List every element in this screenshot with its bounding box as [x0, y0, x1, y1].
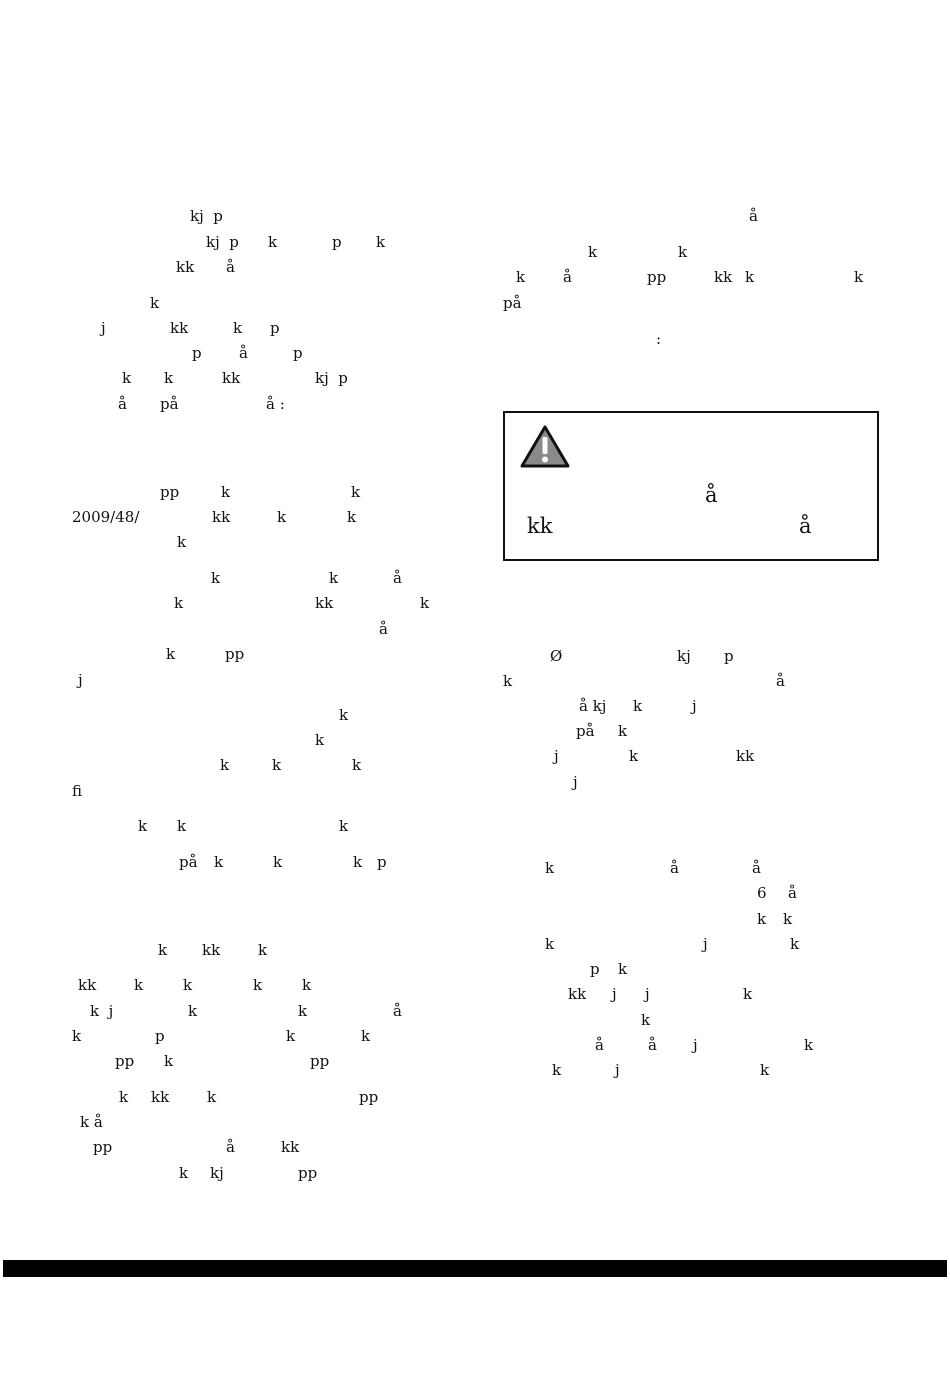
text-fragment: kk: [281, 1138, 300, 1156]
text-fragment: j: [692, 697, 697, 715]
text-fragment: k: [352, 756, 362, 774]
text-fragment: 2009/48/: [72, 508, 140, 526]
text-fragment: k: [376, 233, 386, 251]
text-fragment: kk: [212, 508, 231, 526]
text-fragment: k: [545, 859, 555, 877]
text-fragment: p: [724, 647, 734, 665]
text-fragment: pp: [160, 483, 180, 501]
text-fragment: å: [226, 1138, 235, 1156]
text-fragment: p: [192, 344, 202, 362]
text-fragment: k: [545, 935, 555, 953]
text-fragment: k: [233, 319, 243, 337]
text-fragment: kk: [170, 319, 189, 337]
text-fragment: k: [361, 1027, 371, 1045]
text-fragment: k: [633, 697, 643, 715]
text-fragment: å: [393, 569, 402, 587]
text-fragment: å: [239, 344, 248, 362]
text-fragment: kk: [78, 976, 97, 994]
text-fragment: k: [678, 243, 688, 261]
text-fragment: pp: [298, 1164, 318, 1182]
text-fragment: på: [179, 853, 198, 871]
text-fragment: k: [277, 508, 287, 526]
text-fragment: pp: [93, 1138, 113, 1156]
text-fragment: pp: [310, 1052, 330, 1070]
text-fragment: k: [207, 1088, 217, 1106]
text-fragment: k: [138, 817, 148, 835]
text-fragment: j: [573, 773, 578, 791]
text-fragment: kj p: [206, 233, 239, 251]
text-fragment: k: [552, 1061, 562, 1079]
text-fragment: j: [101, 319, 106, 337]
text-fragment: k: [420, 594, 430, 612]
text-fragment: j: [693, 1036, 698, 1054]
text-fragment: k: [150, 294, 160, 312]
text-fragment: p: [270, 319, 280, 337]
text-fragment: k: [347, 508, 357, 526]
text-fragment: k: [339, 817, 349, 835]
text-fragment: å: [788, 884, 797, 902]
text-fragment: k: [134, 976, 144, 994]
text-fragment: å: [752, 859, 761, 877]
text-fragment: k: [629, 747, 639, 765]
text-fragment: k: [177, 817, 187, 835]
text-fragment: k j: [90, 1002, 114, 1020]
text-fragment: kk: [736, 747, 755, 765]
text-fragment: k: [743, 985, 753, 1003]
text-fragment: k: [804, 1036, 814, 1054]
text-fragment: k: [757, 910, 767, 928]
text-fragment: k: [286, 1027, 296, 1045]
text-fragment: k: [164, 369, 174, 387]
text-fragment: på: [160, 395, 179, 413]
text-fragment: å: [379, 620, 388, 638]
text-fragment: k: [166, 645, 176, 663]
text-fragment: k: [119, 1088, 129, 1106]
text-fragment: k: [618, 722, 628, 740]
text-fragment: k: [179, 1164, 189, 1182]
text-fragment: k: [220, 756, 230, 774]
text-fragment: p: [590, 960, 600, 978]
text-fragment: k: [329, 569, 339, 587]
text-fragment: kk: [568, 985, 587, 1003]
text-fragment: pp: [359, 1088, 379, 1106]
text-fragment: kj p: [190, 207, 223, 225]
text-fragment: kk: [315, 594, 334, 612]
text-fragment: kj: [677, 647, 691, 665]
text-fragment: å: [595, 1036, 604, 1054]
text-fragment: å: [563, 268, 572, 286]
text-fragment: k: [258, 941, 268, 959]
text-fragment: kj p: [315, 369, 348, 387]
text-fragment: k: [353, 853, 363, 871]
text-fragment: k: [339, 706, 349, 724]
warning-box: [503, 411, 879, 561]
text-fragment: k: [174, 594, 184, 612]
text-fragment: k: [221, 483, 231, 501]
text-fragment: k: [854, 268, 864, 286]
text-fragment: å :: [266, 395, 285, 413]
text-fragment: kk: [714, 268, 733, 286]
text-fragment: k: [351, 483, 361, 501]
text-fragment: p: [377, 853, 387, 871]
text-fragment: k: [302, 976, 312, 994]
text-fragment: k: [183, 976, 193, 994]
text-fragment: k: [273, 853, 283, 871]
warning-text-fragment: å: [705, 483, 718, 507]
text-fragment: j: [78, 671, 83, 689]
text-fragment: k: [164, 1052, 174, 1070]
text-fragment: kk: [202, 941, 221, 959]
text-fragment: p: [332, 233, 342, 251]
text-fragment: :: [656, 330, 662, 348]
text-fragment: kk: [151, 1088, 170, 1106]
text-fragment: å: [749, 207, 758, 225]
text-fragment: k: [268, 233, 278, 251]
footer-bar: [3, 1260, 947, 1277]
text-fragment: k: [783, 910, 793, 928]
text-fragment: k: [158, 941, 168, 959]
text-fragment: k: [211, 569, 221, 587]
text-fragment: j: [645, 985, 650, 1003]
text-fragment: k: [790, 935, 800, 953]
text-fragment: fi: [72, 782, 83, 800]
text-fragment: k: [298, 1002, 308, 1020]
text-fragment: å: [118, 395, 127, 413]
text-fragment: k: [745, 268, 755, 286]
text-fragment: k: [503, 672, 513, 690]
text-fragment: k: [760, 1061, 770, 1079]
warning-text-fragment: kk: [527, 514, 553, 538]
text-fragment: k: [253, 976, 263, 994]
text-fragment: k: [588, 243, 598, 261]
text-fragment: k å: [80, 1113, 103, 1131]
text-fragment: å: [393, 1002, 402, 1020]
text-fragment: k: [272, 756, 282, 774]
text-fragment: pp: [225, 645, 245, 663]
text-fragment: j: [615, 1061, 620, 1079]
text-fragment: j: [612, 985, 617, 1003]
text-fragment: k: [618, 960, 628, 978]
text-fragment: å: [670, 859, 679, 877]
text-fragment: k: [516, 268, 526, 286]
text-fragment: å: [776, 672, 785, 690]
text-fragment: kk: [222, 369, 241, 387]
text-fragment: k: [72, 1027, 82, 1045]
warning-text-fragment: å: [799, 514, 812, 538]
text-fragment: å kj: [579, 697, 607, 715]
text-fragment: p: [293, 344, 303, 362]
text-fragment: j: [703, 935, 708, 953]
text-fragment: k: [122, 369, 132, 387]
text-fragment: p: [155, 1027, 165, 1045]
text-fragment: på: [503, 294, 522, 312]
warning-triangle-icon: [519, 424, 571, 470]
text-fragment: j: [554, 747, 559, 765]
text-fragment: k: [177, 533, 187, 551]
text-fragment: k: [214, 853, 224, 871]
text-fragment: pp: [647, 268, 667, 286]
text-fragment: Ø: [550, 647, 563, 665]
text-fragment: å: [648, 1036, 657, 1054]
text-fragment: k: [641, 1011, 651, 1029]
text-fragment: kj: [210, 1164, 224, 1182]
text-fragment: k: [315, 731, 325, 749]
text-fragment: pp: [115, 1052, 135, 1070]
text-fragment: kk: [176, 258, 195, 276]
text-fragment: k: [188, 1002, 198, 1020]
text-fragment: på: [576, 722, 595, 740]
text-fragment: å: [226, 258, 235, 276]
text-fragment: 6: [757, 884, 767, 902]
